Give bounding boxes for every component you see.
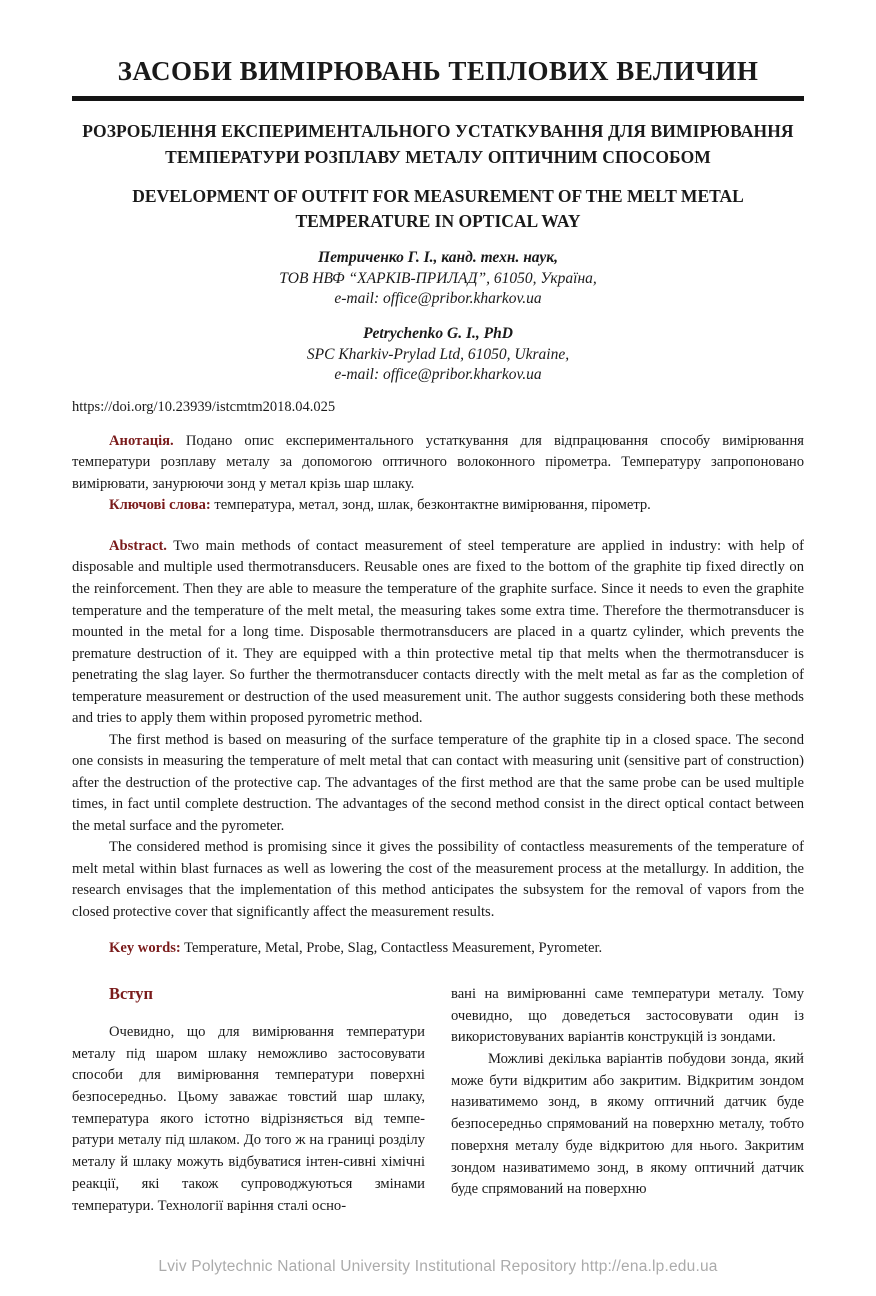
repository-footer: Lviv Polytechnic National University Institutional Repository http://ena.lp.edu.ua	[158, 1258, 718, 1275]
intro-left-paragraph: Очевидно, що для вимірювання температури металу під шаром шлаку неможливо застосовувати способи для вимірювання температури поверхні безпосередньо. Цьому заважає товстий шар шлаку, температура якого істотно відрізняється від темпе-ратури металу під шлаком. До того ж на границі розділу металу й шлаку можуть відбуватися інтен-сивні хімічні реакції, які також супроводжуються змінами температури. Технології варіння сталі осно-	[72, 1023, 425, 1214]
left-column	[72, 984, 425, 1218]
doi-link: https://doi.org/10.23939/istcmtm2018.04.025	[72, 398, 336, 415]
authors-block-ua	[72, 248, 804, 310]
two-column-section	[72, 984, 804, 1218]
keywords-en-paragraph	[72, 938, 804, 960]
author-name-en: Petrychenko G. I., PhD	[363, 325, 513, 343]
keywords-ua-paragraph	[72, 495, 804, 517]
right-column	[451, 984, 804, 1218]
author-affiliation-ua: ТОВ НВФ “ХАРКІВ-ПРИЛАД”, 61050, Україна,	[279, 269, 597, 287]
annotation-text: Подано опис експериментального устаткування для відпрацювання способу вимірювання температури розплаву металу за допомогою оптичного волоконного пірометра. Температуру запропоновано вимірювати, занурюючи зонд у метал крізь шар шлаку.	[72, 432, 804, 492]
intro-right-paragraph-2: Можливі декілька варіантів побудови зонда, який може бути відкритим або закритим. Відкритим зондом називатимемо зонд, в якому оптичний датчик буде безпосередньо спрямований на поверхню металу, тобто поверхня металу буде відкритою для нього. Закритим зондом називатимемо зонд, в якому оптичний датчик буде спрямований на поверхню	[451, 1050, 804, 1198]
header-double-rule	[72, 96, 804, 101]
annotation-paragraph	[72, 431, 804, 496]
abstract-paragraph-2: The first method is based on measuring of the surface temperature of the graphite tip in a closed space. The second one consists in measuring the temperature of melt metal that can contact with measuring unit (sensitive part of construction) after the destruction of the protective cap. The advantages of the first method are that the same probe can be used multiple times, in fact until complete destruction. The advantages of the second method consist in the direct optical contact between the metal surface and the pyrometer.	[72, 731, 804, 834]
keywords-en-label: Key words:	[109, 940, 181, 957]
intro-right-paragraph-1: вані на вимірюванні саме температури металу. Тому очевидно, що доведеться застосовувати один із використовуваних варіантів конструкцій із зондами.	[451, 985, 804, 1046]
annotation-label: Анотація.	[109, 432, 174, 449]
authors-block-en	[72, 324, 804, 386]
keywords-en-text: Temperature, Metal, Probe, Slag, Contactless Measurement, Pyrometer.	[184, 940, 603, 957]
abstract-label: Abstract.	[109, 537, 167, 554]
keywords-ua-text: температура, метал, зонд, шлак, безконтактне вимірювання, пірометр.	[214, 497, 651, 514]
article-title-en: DEVELOPMENT OF OUTFIT FOR MEASUREMENT OF THE MELT METAL TEMPERATURE IN OPTICAL WAY	[132, 185, 744, 231]
abstract-text-1: Two main methods of contact measurement of steel temperature are applied in industry: with help of disposable and multiple used thermotransducers. Reusable ones are fixed to the bottom of the graphite tip fixed directly on the reinforcement. Then they are able to measure the temperature of the graphite surface. Since it needs to even the graphite temperature and the temperature of the melt metal, the measuring takes some extra time. Therefore the thermotransducer is mounted in the metal for a long time. Disposable thermotransducers are placed in a quartz cylinder, which prevents the premature destruction of it. They are equipped with a thin protective metal tip that melts when the thermotransducer is penetrating the slag layer. So further the thermotransducer contacts directly with the melt metal as far as the completion of temperature measurement or destruction of the used measurement unit. The author suggests considering both these methods and tries to apply them within proposed pyrometric method.	[72, 537, 804, 727]
abstract-paragraph-1	[72, 536, 804, 730]
article-title-ua: РОЗРОБЛЕННЯ ЕКСПЕРИМЕНТАЛЬНОГО УСТАТКУВАННЯ ДЛЯ ВИМІРЮВАННЯ ТЕМПЕРАТУРИ РОЗПЛАВУ МЕТАЛУ ОПТИЧНИМ СПОСОБОМ	[82, 121, 794, 168]
author-email-ua: e-mail: office@pribor.kharkov.ua	[334, 290, 542, 308]
journal-section-title: ЗАСОБИ ВИМІРЮВАНЬ ТЕПЛОВИХ ВЕЛИЧИН	[117, 56, 759, 86]
author-affiliation-en: SPC Kharkiv-Prylad Ltd, 61050, Ukraine,	[306, 345, 570, 363]
keywords-ua-label: Ключові слова:	[109, 497, 211, 514]
author-name-ua: Петриченко Г. І., канд. техн. наук,	[318, 249, 558, 267]
author-email-en: e-mail: office@pribor.kharkov.ua	[334, 366, 542, 384]
paper-page	[0, 56, 876, 1296]
abstract-paragraph-3: The considered method is promising since it gives the possibility of contactless measurements of the temperature of melt metal within blast furnaces as well as lowering the cost of the measurement process at the metallurgy. In addition, the research envisages that the implementation of this method anticipates the subsystem for the removal of vapors from the closed protective cover that significantly affect the measurement results.	[72, 839, 804, 920]
intro-heading: Вступ	[109, 983, 153, 1003]
